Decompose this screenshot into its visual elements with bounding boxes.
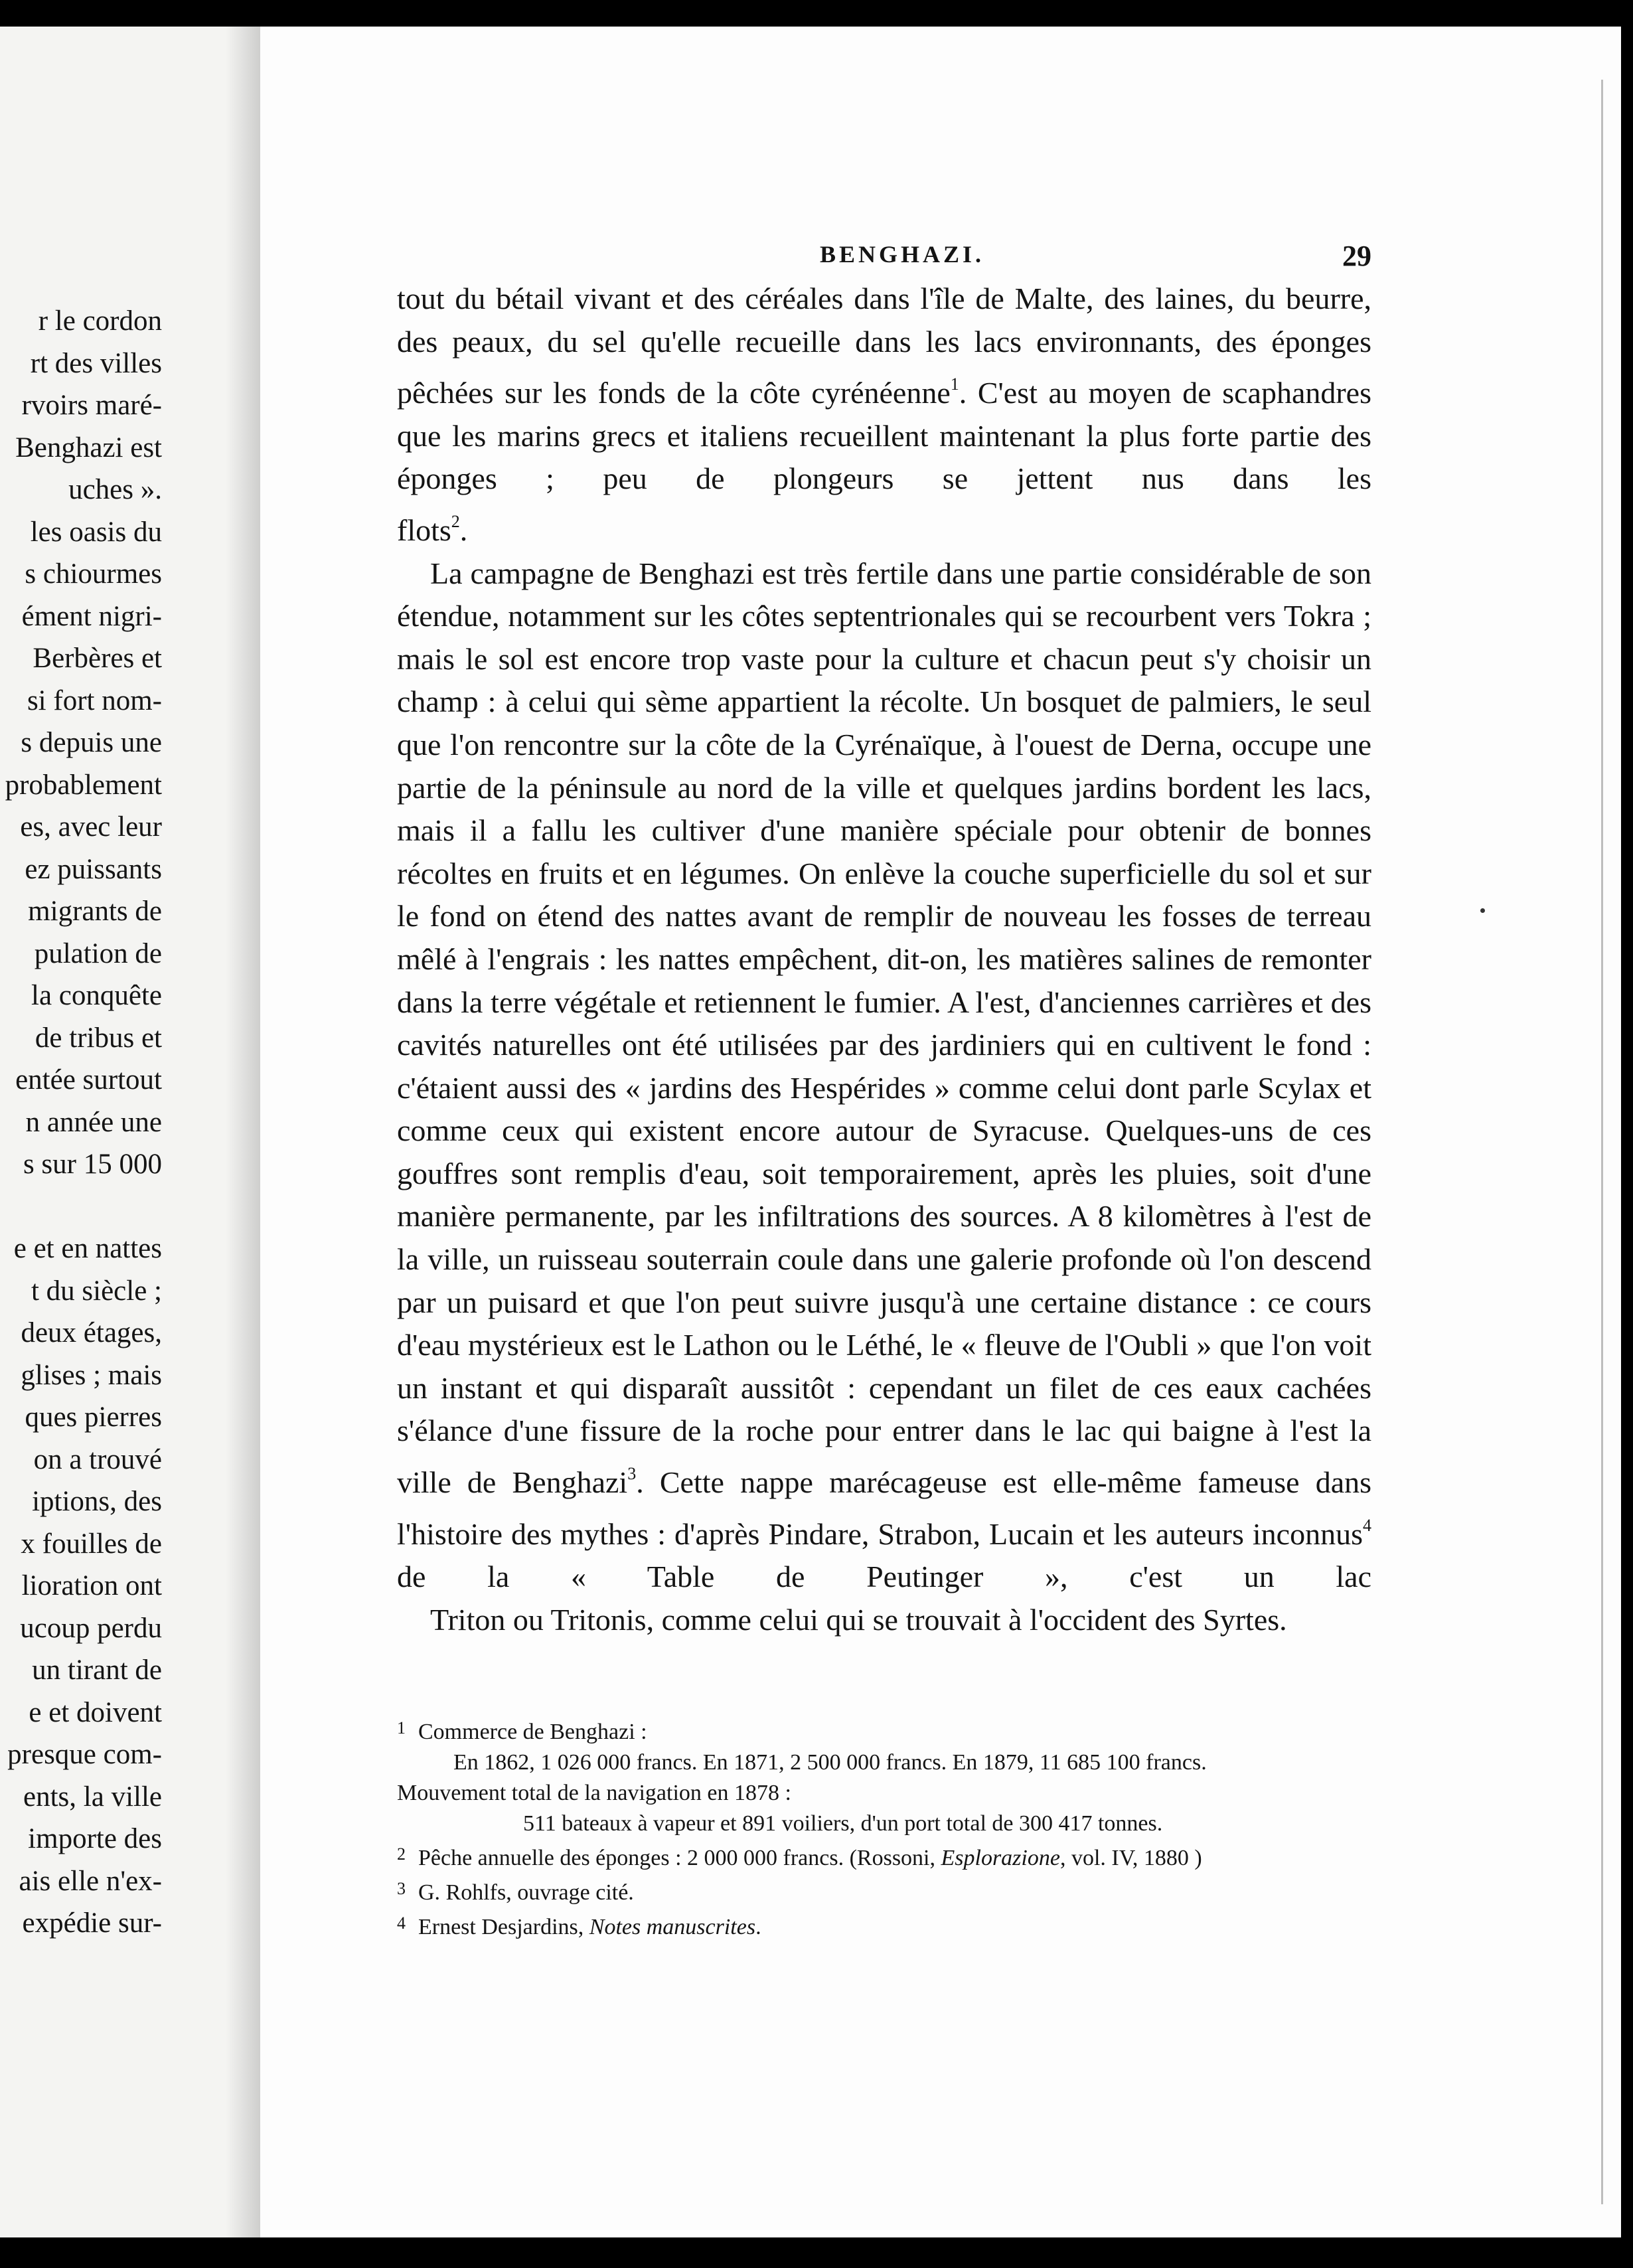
paragraph-1-last-line: [397, 501, 1371, 552]
footnote-1-number: 1: [397, 1718, 406, 1738]
paragraph-1: [397, 278, 1371, 552]
facing-page-line: ez puissants: [25, 853, 162, 885]
paragraph-2-text-a: La campagne de Benghazi est très fertile dans une partie considérable de son étendue, notamment sur les côtes septentrionales qui se recourbent vers Tokra ; mais le sol est encore trop vaste pour la culture et chacun peut s'y choisir un champ : à celui qui sème appartient la récolte. Un bosquet de palmiers, le seul que l'on rencontre sur la côte de la Cyrénaïque, à l'ouest de Derna, occupe une partie de la péninsule au nord de la ville et quelques jardins bordent les lacs, mais il a fallu les cultiver d'une manière spéciale pour obtenir de bonnes récoltes en fruits et en légumes. On enlève la couche superficielle du sol et sur le fond on étend des nattes avant de remplir de nouveau les fosses de terreau mêlé à l'engrais : les nattes empêchent, dit-on, les matières salines de remonter dans la terre végétale et retiennent le fumier. A l'est, d'anciennes carrières et des cavités naturelles ont été utilisées par des jardiniers qui en cultivent le fond : c'étaient aussi des « jardins des Hespérides » comme celui dont parle Scylax et comme ceux qui existent encore autour de Syracuse. Quelques-uns de ces gouffres sont remplis d'eau, soit temporairement, après les pluies, soit d'une manière permanente, par les infiltrations des sources. A 8 kilomètres à l'est de la ville, un ruisseau souterrain coule dans une galerie profonde où l'on descend par un puisard et que l'on peut suivre jusqu'à une certaine distance : ce cours d'eau mystérieux est le Lathon ou le Léthé, le « fleuve de l'Oubli » que l'on voit un instant et qui disparaît aussitôt : cependant un filet de ces eaux cachées s'élance d'une fissure de la roche pour entrer dans le lac qui baigne à l'est la ville de Benghazi: [397, 556, 1371, 1500]
page-number: 29: [1342, 240, 1371, 272]
facing-page-line: es, avec leur: [20, 811, 162, 843]
footnote-ref-3: 3: [627, 1464, 637, 1484]
page-edge: [1601, 80, 1603, 2204]
footnote-1-line-2: En 1862, 1 026 000 francs. En 1871, 2 500 000 francs. En 1879, 11 685 100 francs.: [453, 1750, 1207, 1775]
footnote-3-text: G. Rohlfs, ouvrage cité.: [418, 1880, 634, 1905]
facing-page-line: migrants de: [28, 896, 162, 927]
facing-page-line: la conquête: [31, 980, 162, 1011]
facing-page-line: s sur 15 000: [23, 1149, 162, 1180]
facing-page-line: pulation de: [34, 937, 162, 969]
facing-page-line: s chiourmes: [25, 558, 162, 590]
footnote-ref-4: 4: [1363, 1515, 1371, 1535]
facing-page-line: t du siècle ;: [31, 1275, 162, 1307]
facing-page-line: rt des villes: [30, 347, 162, 379]
facing-page-line: [0, 1186, 162, 1228]
ink-speck: [1480, 908, 1485, 913]
facing-page-line: ais elle n'ex-: [19, 1865, 162, 1897]
footnote-1-line-3: Mouvement total de la navigation en 1878 :: [397, 1781, 791, 1805]
footnote-2-number: 2: [397, 1844, 406, 1864]
footnote-1-title-text: Commerce de Benghazi :: [418, 1720, 647, 1744]
footnote-2-italic: Esplorazione: [941, 1846, 1060, 1870]
facing-page-line: les oasis du: [30, 516, 162, 548]
footnote-4-text: Ernest Desjardins,: [418, 1915, 589, 1939]
facing-page-line: lioration ont: [21, 1570, 162, 1601]
facing-page-line: expédie sur-: [22, 1907, 162, 1939]
footnote-2-text: Pêche annuelle des éponges : 2 000 000 francs. (Rossoni,: [418, 1846, 941, 1870]
paragraph-2: [397, 552, 1371, 1642]
facing-page-line: deux étages,: [21, 1317, 162, 1348]
footnote-4-italic: Notes manuscrites: [589, 1915, 756, 1939]
facing-page-line: r le cordon: [38, 305, 162, 337]
facing-page-line: si fort nom-: [27, 685, 162, 716]
facing-page-line: entée surtout: [15, 1064, 162, 1095]
footnote-4-number: 4: [397, 1913, 406, 1933]
facing-page-line: e et doivent: [29, 1696, 162, 1728]
facing-page-line: Benghazi est: [15, 432, 162, 463]
footnote-4: [397, 1908, 1353, 1943]
footnote-3-number: 3: [397, 1879, 406, 1898]
facing-page-line: ents, la ville: [23, 1781, 162, 1813]
paragraph-2-text-c: de la « Table de Peutinger », c'est un lac: [397, 1560, 1371, 1594]
facing-page-line: Berbères et: [33, 643, 162, 674]
paragraph-1-text-a: tout du bétail vivant et des céréales dans l'île de Malte, des laines, du beurre, des peaux, du sel qu'elle recueille dans les lacs environnants, des éponges pêchées sur les fonds de la côte cyrénéenne: [397, 282, 1371, 410]
facing-page-line: glises ; mais: [21, 1359, 162, 1391]
facing-page-line: on a trouvé: [33, 1443, 162, 1475]
running-header: BENGHAZI.: [820, 241, 985, 268]
facing-page-line: importe des: [28, 1823, 162, 1854]
footnote-ref-1: 1: [950, 374, 959, 394]
paragraph-2-last-line: Triton ou Tritonis, comme celui qui se trouvait à l'occident des Syrtes.: [430, 1602, 1287, 1637]
footnote-4-end: .: [755, 1915, 761, 1939]
facing-page: [0, 27, 260, 2237]
paragraph-1-last-word: flots: [397, 513, 451, 547]
facing-page-line: un tirant de: [32, 1655, 162, 1686]
paragraph-2-text-b: . Cette nappe marécageuse est elle-même fameuse dans l'histoire des mythes : d'après Pindare, Strabon, Lucain et les auteurs inconnus: [397, 1465, 1372, 1551]
paragraph-1-end: .: [459, 513, 468, 547]
footnote-1-title: [397, 1713, 1353, 1747]
facing-page-line: presque com-: [7, 1739, 162, 1770]
facing-page-line: ément nigri-: [21, 600, 162, 632]
facing-page-line: uches ».: [68, 474, 162, 505]
facing-page-line: ucoup perdu: [20, 1612, 162, 1644]
body-text: [397, 278, 1371, 1641]
facing-page-line: probablement: [5, 769, 162, 801]
footnote-1-line-4: 511 bateaux à vapeur et 891 voiliers, d'un port total de 300 417 tonnes.: [523, 1811, 1163, 1836]
paragraph-1-text-b: . C'est au moyen de scaphandres que les marins grecs et italiens recueillent maintenant la plus forte partie des éponges ; peu de plongeurs se jettent nus dans les: [397, 376, 1371, 496]
footnote-2-end: , vol. IV, 1880 ): [1059, 1846, 1202, 1870]
footnote-2: [397, 1839, 1353, 1874]
facing-page-line: rvoirs maré-: [21, 390, 162, 421]
footnote-ref-2: 2: [451, 511, 460, 531]
facing-page-line: n année une: [25, 1106, 162, 1138]
facing-page-line: x fouilles de: [21, 1528, 162, 1560]
facing-page-text: [0, 300, 162, 1945]
footnote-3: [397, 1874, 1353, 1908]
footnotes: [397, 1713, 1353, 1943]
facing-page-line: e et en nattes: [13, 1233, 162, 1264]
facing-page-line: iptions, des: [32, 1486, 162, 1517]
facing-page-line: de tribus et: [35, 1022, 162, 1054]
facing-page-line: s depuis une: [21, 727, 162, 758]
facing-page-line: ques pierres: [25, 1402, 162, 1433]
